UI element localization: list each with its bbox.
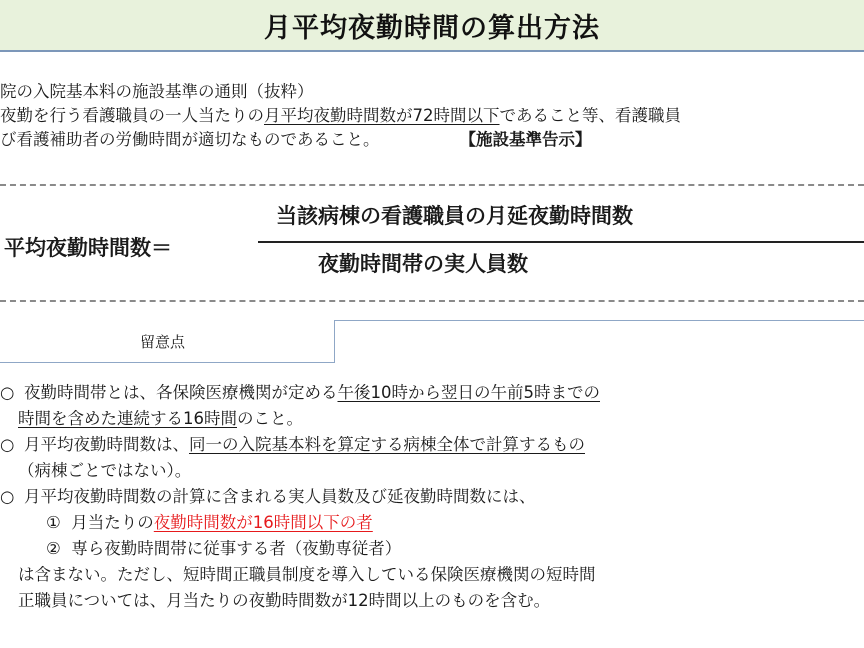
point-text: 夜勤時間帯とは、各保険医療機関が定める (24, 383, 338, 402)
rule-line-3 (0, 128, 864, 152)
rule-text: であること等、看護職員 (499, 106, 681, 125)
rule-line-2 (0, 104, 864, 128)
list-item (0, 432, 864, 458)
list-item-cont (0, 406, 864, 432)
point-text: 月平均夜勤時間数は、 (24, 435, 189, 454)
sub-item-1 (0, 510, 864, 536)
formula-denominator: 夜勤時間帯の実人員数 (318, 252, 528, 276)
points-heading-box (0, 320, 335, 363)
rule-text: 夜勤を行う看護職員の一人当たりの (0, 106, 264, 125)
page-title: 月平均夜勤時間の算出方法 (264, 12, 600, 44)
sub-item-2 (0, 536, 864, 562)
sub-number: ② (46, 539, 61, 558)
list-item-cont (0, 458, 864, 484)
list-item-cont (0, 588, 864, 614)
rule-excerpt (0, 80, 864, 152)
point-text: （病棟ごとではない）。 (18, 461, 192, 480)
point-highlight: 夜勤時間数が16時間以下の者 (153, 513, 373, 532)
point-text: は含まない。ただし、短時間正職員制度を導入している保険医療機関の短時間 (18, 565, 596, 584)
point-text: のこと。 (237, 409, 303, 428)
list-item-cont (0, 562, 864, 588)
formula-numerator: 当該病棟の看護職員の月延夜勤時間数 (276, 204, 633, 228)
list-item (0, 380, 864, 406)
points-heading: 留意点 (140, 333, 186, 351)
list-item (0, 484, 864, 510)
bullet-icon: ○ (0, 435, 15, 454)
point-text: 正職員については、月当たりの夜勤時間数が12時間以上のものを含む。 (18, 591, 551, 610)
bullet-icon: ○ (0, 487, 15, 506)
point-text: 専ら夜勤時間帯に従事する者（夜勤専従者） (71, 539, 402, 558)
rule-underlined: 月平均夜勤時間数が72時間以下 (264, 106, 500, 125)
point-text: 月平均夜勤時間数の計算に含まれる実人員数及び延夜勤時間数には、 (24, 487, 536, 506)
rule-text: び看護補助者の労働時間が適切なものであること。 (0, 130, 380, 149)
points-list (0, 380, 864, 614)
point-underlined: 午後10時から翌日の午前5時までの (337, 383, 600, 402)
formula-box (0, 184, 864, 302)
point-underlined: 同一の入院基本料を算定する病棟全体で計算するもの (189, 435, 585, 454)
notice-label: 【施設基準告示】 (459, 130, 592, 149)
bullet-icon: ○ (0, 383, 15, 402)
point-underlined: 時間を含めた (18, 409, 117, 428)
title-bar (0, 0, 864, 52)
point-underlined: 連続する16時間 (117, 409, 237, 428)
sub-number: ① (46, 513, 61, 532)
rule-heading: 院の入院基本料の施設基準の通則（抜粋） (0, 82, 314, 101)
formula-lhs: 平均夜勤時間数＝ (4, 236, 172, 260)
point-text: 月当たりの (71, 513, 154, 532)
fraction-bar (258, 241, 864, 243)
